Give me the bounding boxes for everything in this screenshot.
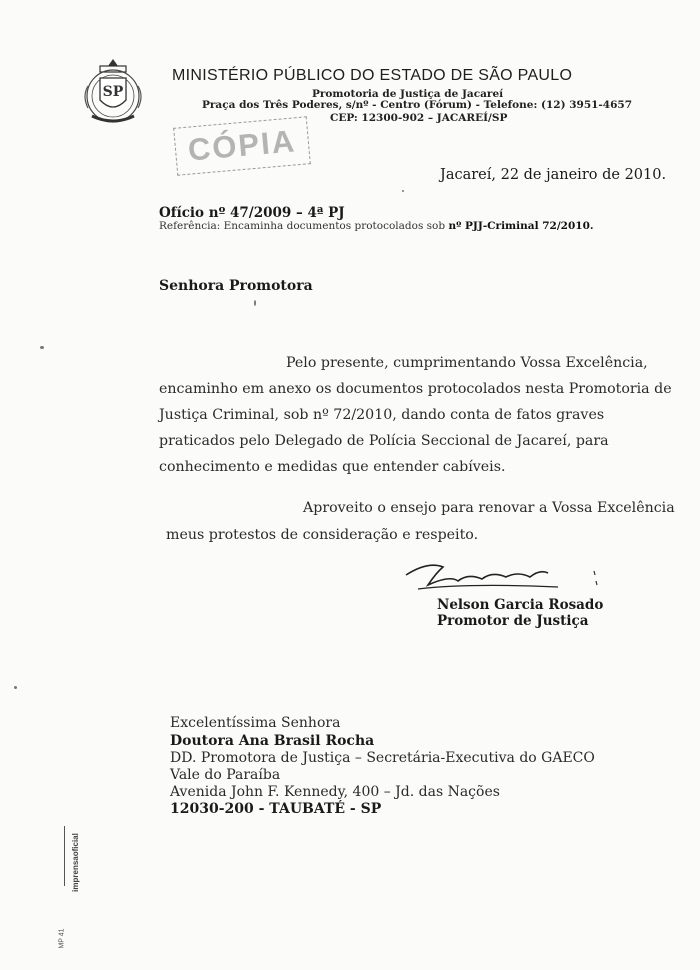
body-line: conhecimento e medidas que entender cabíveis. [159,459,506,475]
salutation: Senhora Promotora [159,278,313,294]
scan-speck [254,300,256,306]
addressee-line: Vale do Paraíba [170,767,281,783]
scan-speck [402,190,404,192]
header-address: Praça dos Três Poderes, s/nº - Centro (Fórum) - Telefone: (12) 3951-4657 [202,99,633,111]
handwritten-signature [398,553,608,599]
body-line: Pelo presente, cumprimentando Vossa Excelência, [286,355,648,371]
header-postal-code: CEP: 12300-902 – JACAREÍ/SP [330,112,508,124]
addressee-line: Avenida John F. Kennedy, 400 – Jd. das Nações [170,784,500,800]
body-line: encaminho em anexo os documentos protocolados nesta Promotoria de [159,381,672,397]
addressee-postal: 12030-200 - TAUBATÉ - SP [170,801,382,817]
closing-line: Aproveito o ensejo para renovar a Vossa Excelência [303,500,675,516]
addressee-name: Doutora Ana Brasil Rocha [170,733,375,749]
form-code: MP 41 [58,928,66,949]
oficio-number: Ofício nº 47/2009 – 4ª PJ [159,205,345,221]
coat-of-arms-seal [78,56,148,128]
signer-role: Promotor de Justiça [437,613,589,629]
institution-title: MINISTÉRIO PÚBLICO DO ESTADO DE SÃO PAULO [172,67,573,84]
copy-stamp: CÓPIA [173,116,311,175]
reference-label: Referência: Encaminha documentos protocolados sob [159,220,446,232]
addressee-line: DD. Promotora de Justiça – Secretária-Executiva do GAECO [170,750,595,766]
imprint-divider [64,826,65,886]
signer-name: Nelson Garcia Rosado [437,597,604,613]
seal-letters: SP [102,84,124,100]
header-office-name: Promotoria de Justiça de Jacareí [312,88,504,100]
body-line: praticados pelo Delegado de Polícia Seccional de Jacareí, para [159,433,609,449]
reference-value: nº PJJ-Criminal 72/2010. [448,220,594,232]
body-line: Justiça Criminal, sob nº 72/2010, dando conta de fatos graves [159,407,605,423]
addressee-line: Excelentíssima Senhora [170,715,341,731]
scan-speck [40,346,44,349]
scan-speck [14,686,17,689]
reference-line [159,220,594,232]
closing-line: meus protestos de consideração e respeito. [166,527,479,543]
imprint-mark: imprensaoficial [70,833,80,892]
letter-date: Jacareí, 22 de janeiro de 2010. [440,167,667,183]
